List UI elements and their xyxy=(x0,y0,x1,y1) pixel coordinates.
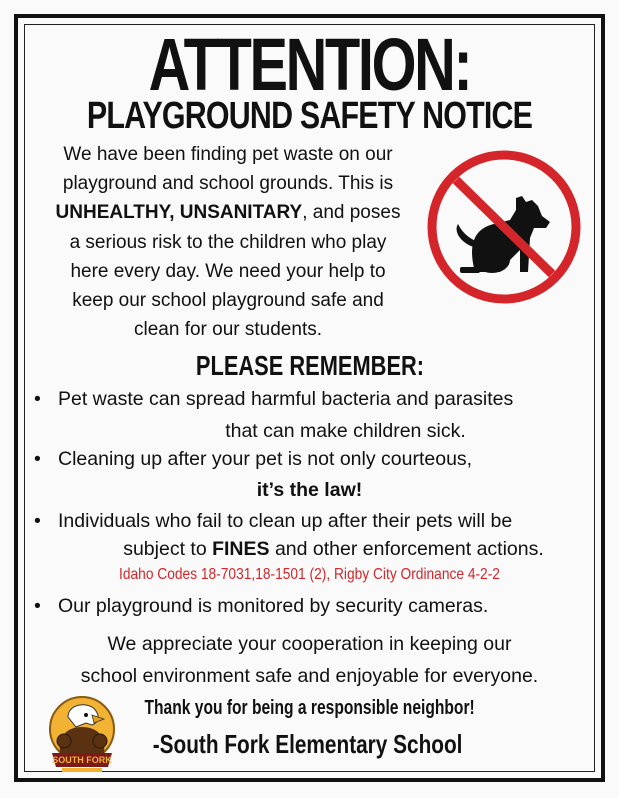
page-title: ATTENTION: xyxy=(148,23,471,106)
intro-line: a serious risk to the children who play xyxy=(69,231,387,253)
intro-line: UNHEALTHY, UNSANITARY, and poses xyxy=(55,202,401,224)
bullet-dot: • xyxy=(34,510,41,532)
intro-emphasis: UNHEALTHY, UNSANITARY xyxy=(55,202,303,224)
thank-you-line: Thank you for being a responsible neighbor! xyxy=(144,697,475,719)
remember-heading: PLEASE REMEMBER: xyxy=(195,350,425,381)
intro-line: playground and school grounds. This is xyxy=(62,173,394,195)
intro-paragraph xyxy=(32,140,424,344)
school-signature: -South Fork Elementary School xyxy=(152,729,463,759)
intro-line: here every day. We need your help to xyxy=(70,260,386,282)
bullet-continuation: that can make children sick. xyxy=(225,420,466,442)
bullet-dot: • xyxy=(34,595,41,617)
intro-line: clean for our students. xyxy=(134,319,322,341)
bullet-item: • Cleaning up after your pet is not only courteous, xyxy=(34,446,472,473)
bullet-item: • Individuals who fail to clean up after their pets will be xyxy=(34,508,512,535)
legal-codes: Idaho Codes 18-7031,18-1501 (2), Rigby City Ordinance 4-2-2 xyxy=(119,566,500,583)
bullet-continuation: it’s the law! xyxy=(256,479,363,501)
bullet-dot: • xyxy=(34,448,41,470)
bullet-dot: • xyxy=(34,388,41,410)
bullet-item: • Pet waste can spread harmful bacteria and parasites xyxy=(34,386,513,413)
no-dogs-sign-icon xyxy=(418,150,590,304)
bullet-item: • Our playground is monitored by security cameras. xyxy=(34,593,488,620)
fines-emphasis: FINES xyxy=(212,538,270,560)
intro-line: keep our school playground safe and xyxy=(72,290,384,312)
logo-text: SOUTH FORK xyxy=(52,755,112,765)
appreciation-text: We appreciate your cooperation in keeping our school environment safe and enjoyable for everyone. xyxy=(80,633,539,687)
intro-line: We have been finding pet waste on our xyxy=(63,144,393,165)
page-subtitle: PLAYGROUND SAFETY NOTICE xyxy=(86,95,533,137)
bullet-continuation: subject to FINES and other enforcement actions. xyxy=(123,538,544,560)
